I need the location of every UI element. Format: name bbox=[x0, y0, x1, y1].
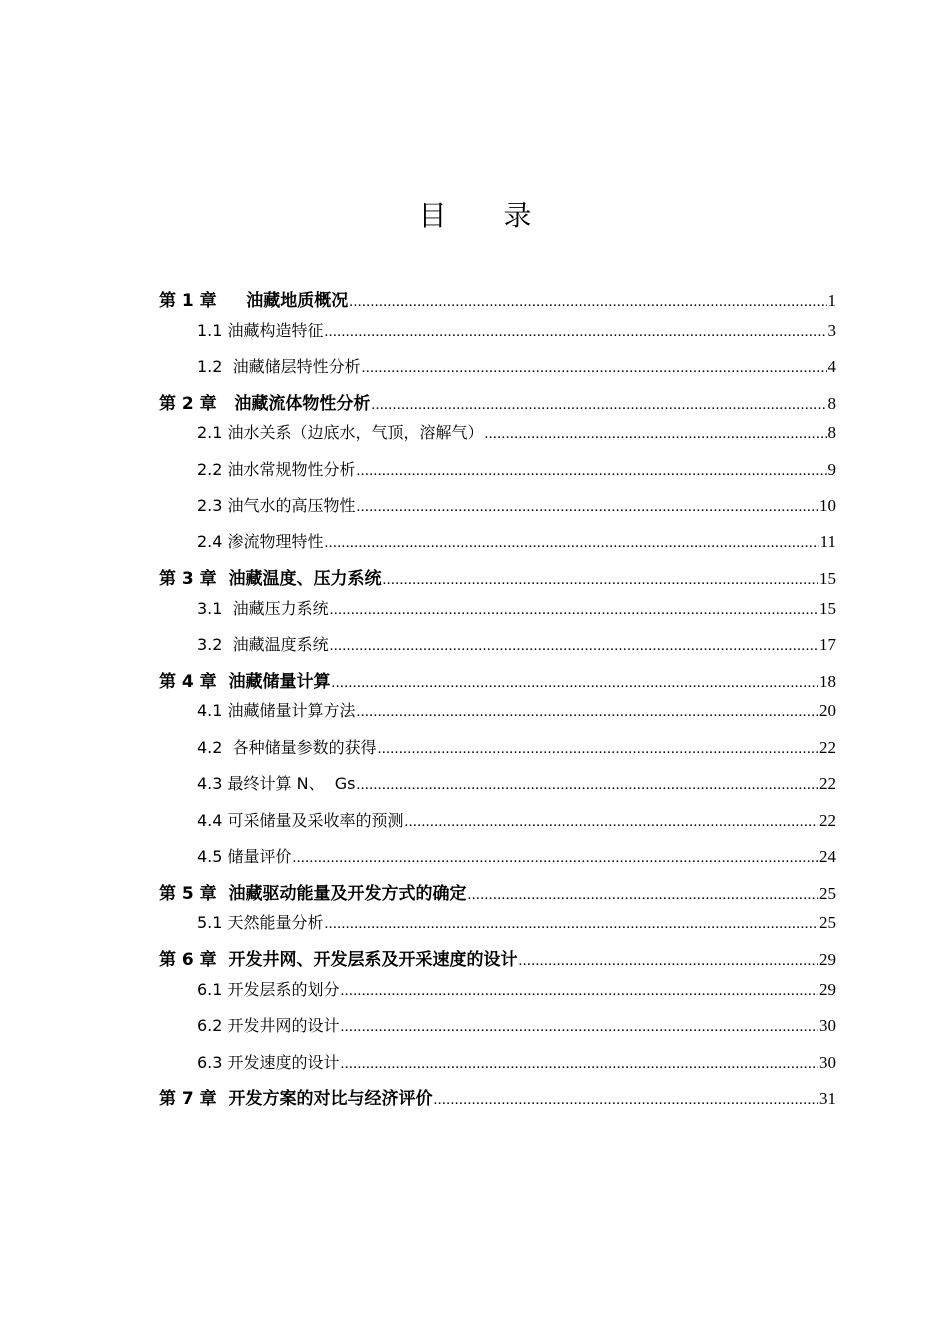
dot-leader bbox=[330, 599, 818, 621]
toc-entry-label: 第 3 章 油藏温度、压力系统 bbox=[159, 569, 382, 589]
toc-entry-chapter-4[interactable] bbox=[159, 670, 836, 694]
toc-entry-label: 2.2 油水常规物性分析 bbox=[197, 460, 356, 479]
toc-entry-section-4-1[interactable] bbox=[197, 699, 836, 723]
toc-entry-label: 第 7 章 开发方案的对比与经济评价 bbox=[159, 1089, 433, 1109]
dot-leader bbox=[341, 980, 818, 1002]
toc-entry-label: 第 6 章 开发井网、开发层系及开采速度的设计 bbox=[159, 950, 518, 970]
toc-entry-label: 3.2 油藏温度系统 bbox=[197, 635, 329, 654]
toc-entry-label: 第 5 章 油藏驱动能量及开发方式的确定 bbox=[159, 884, 467, 904]
toc-entry-label: 4.5 储量评价 bbox=[197, 847, 292, 866]
toc-entry-label: 4.2 各种储量参数的获得 bbox=[197, 738, 377, 757]
toc-entry-label: 4.1 油藏储量计算方法 bbox=[197, 701, 356, 720]
toc-page-number: 31 bbox=[819, 1089, 836, 1108]
toc-page-number: 10 bbox=[819, 496, 836, 515]
toc-entry-chapter-5[interactable] bbox=[159, 882, 836, 906]
toc-entry-label: 2.4 渗流物理特性 bbox=[197, 532, 324, 551]
dot-leader bbox=[371, 394, 826, 416]
toc-entry-label: 6.3 开发速度的设计 bbox=[197, 1053, 340, 1072]
toc-entry-chapter-7[interactable] bbox=[159, 1087, 836, 1111]
dot-leader bbox=[519, 950, 818, 972]
dot-leader bbox=[341, 1016, 818, 1038]
dot-leader bbox=[434, 1089, 818, 1111]
toc-page-number: 8 bbox=[827, 423, 836, 442]
toc-page-number: 17 bbox=[819, 635, 836, 654]
toc-entry-section-1-1[interactable] bbox=[197, 319, 836, 343]
toc-entry-label: 4.3 最终计算 N、 Gs bbox=[197, 774, 356, 793]
toc-entry-chapter-2[interactable] bbox=[159, 392, 836, 416]
toc-entry-section-4-4[interactable] bbox=[197, 809, 836, 833]
toc-entry-section-2-3[interactable] bbox=[197, 494, 836, 518]
toc-entry-chapter-6[interactable] bbox=[159, 948, 836, 972]
dot-leader bbox=[485, 423, 827, 445]
dot-leader bbox=[325, 532, 819, 554]
toc-page-number: 3 bbox=[827, 321, 836, 340]
toc-entry-label: 6.2 开发井网的设计 bbox=[197, 1016, 340, 1035]
toc-page-number: 29 bbox=[819, 950, 836, 969]
toc-entry-chapter-1[interactable] bbox=[159, 289, 836, 313]
toc-entry-section-1-2[interactable] bbox=[197, 355, 836, 379]
toc-page-number: 18 bbox=[819, 672, 836, 691]
toc-page-number: 29 bbox=[819, 980, 836, 999]
dot-leader bbox=[330, 635, 818, 657]
dot-leader bbox=[357, 496, 818, 518]
dot-leader bbox=[357, 701, 818, 723]
toc-entry-section-5-1[interactable] bbox=[197, 911, 836, 935]
dot-leader bbox=[357, 460, 827, 482]
toc-entry-label: 第 1 章 油藏地质概况 bbox=[159, 291, 349, 311]
toc-entry-chapter-3[interactable] bbox=[159, 567, 836, 591]
toc-page-number: 30 bbox=[819, 1053, 836, 1072]
toc-page-number: 22 bbox=[819, 811, 836, 830]
dot-leader bbox=[325, 321, 827, 343]
dot-leader bbox=[378, 738, 818, 760]
toc-page-number: 20 bbox=[819, 701, 836, 720]
toc-page-number: 25 bbox=[819, 884, 836, 903]
toc-page-number: 9 bbox=[827, 460, 836, 479]
dot-leader bbox=[383, 569, 818, 591]
toc-page-number: 22 bbox=[819, 774, 836, 793]
toc-page-number: 1 bbox=[827, 291, 836, 310]
toc-entry-label: 1.2 油藏储层特性分析 bbox=[197, 357, 361, 376]
toc-entry-label: 4.4 可采储量及采收率的预测 bbox=[197, 811, 404, 830]
dot-leader bbox=[349, 291, 826, 313]
toc-entry-section-6-3[interactable] bbox=[197, 1051, 836, 1075]
toc-entry-section-6-2[interactable] bbox=[197, 1014, 836, 1038]
toc-entry-label: 2.3 油气水的高压物性 bbox=[197, 496, 356, 515]
toc-page-number: 22 bbox=[819, 738, 836, 757]
toc-entry-section-6-1[interactable] bbox=[197, 978, 836, 1002]
toc-entry-section-4-5[interactable] bbox=[197, 845, 836, 869]
toc-entry-section-3-2[interactable] bbox=[197, 633, 836, 657]
toc-page-number: 15 bbox=[819, 569, 836, 588]
toc-entry-section-2-4[interactable] bbox=[197, 530, 836, 554]
toc-entry-label: 第 4 章 油藏储量计算 bbox=[159, 672, 331, 692]
toc-entry-label: 1.1 油藏构造特征 bbox=[197, 321, 324, 340]
toc-entry-label: 2.1 油水关系（边底水，气顶，溶解气） bbox=[197, 423, 484, 442]
dot-leader bbox=[341, 1053, 818, 1075]
dot-leader bbox=[325, 913, 818, 935]
toc-entry-section-2-1[interactable] bbox=[197, 421, 836, 445]
dot-leader bbox=[405, 811, 818, 833]
dot-leader bbox=[468, 884, 818, 906]
toc-entry-section-4-3[interactable] bbox=[197, 772, 836, 796]
toc-page-number: 11 bbox=[819, 532, 836, 551]
toc-page-number: 25 bbox=[819, 913, 836, 932]
toc-entry-label: 5.1 天然能量分析 bbox=[197, 913, 324, 932]
toc-entry-label: 第 2 章 油藏流体物性分析 bbox=[159, 394, 371, 414]
toc-entry-label: 3.1 油藏压力系统 bbox=[197, 599, 329, 618]
dot-leader bbox=[293, 847, 818, 869]
toc-page-number: 4 bbox=[827, 357, 836, 376]
toc-entry-label: 6.1 开发层系的划分 bbox=[197, 980, 340, 999]
toc-page-number: 24 bbox=[819, 847, 836, 866]
toc-page-number: 30 bbox=[819, 1016, 836, 1035]
toc-entry-section-3-1[interactable] bbox=[197, 597, 836, 621]
dot-leader bbox=[332, 672, 818, 694]
toc-entry-section-2-2[interactable] bbox=[197, 458, 836, 482]
toc-entry-section-4-2[interactable] bbox=[197, 736, 836, 760]
toc-page-number: 15 bbox=[819, 599, 836, 618]
page-title: 目 录 bbox=[418, 199, 556, 232]
dot-leader bbox=[362, 357, 827, 379]
dot-leader bbox=[357, 774, 819, 796]
toc-page-number: 8 bbox=[827, 394, 836, 413]
